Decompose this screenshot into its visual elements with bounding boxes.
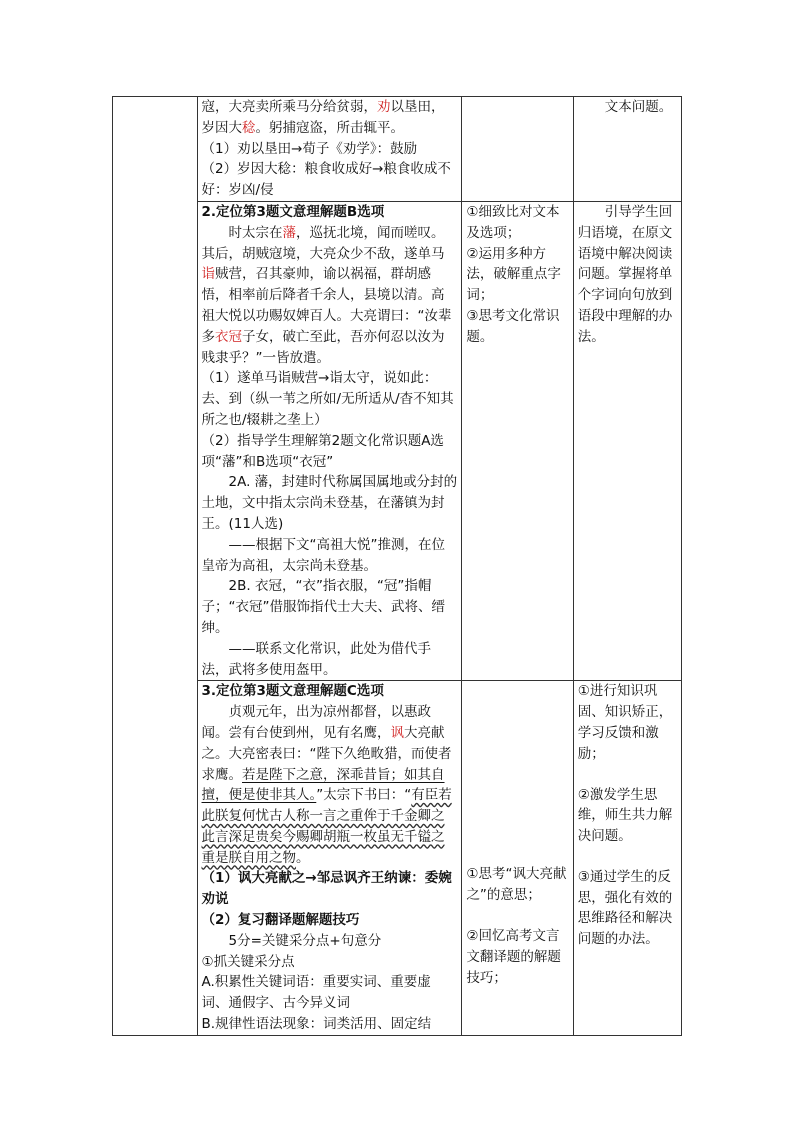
- note-text: ——根据下文“高祖大悦”推测，在位皇帝为高祖，太宗尚未登基。: [201, 536, 446, 574]
- activity-text: ①细致比对文本及选项；: [466, 203, 560, 241]
- note-text: （1）劝以垦田→荀子《劝学》：鼓励: [201, 140, 418, 157]
- activity-text: ③思考文化常识题。: [466, 307, 560, 345]
- red-word: 诣: [201, 266, 216, 283]
- activity-cell: [462, 201, 573, 680]
- content-cell: [197, 201, 462, 680]
- activity-cell: [462, 681, 573, 1036]
- formula-text: 5分=关键采分点+句意分: [228, 932, 382, 949]
- content-cell: [197, 97, 462, 202]
- note-text: （2）复习翻译题解题技巧: [201, 912, 360, 929]
- table-row: [113, 201, 682, 680]
- purpose-text: 引导学生回归语境，在原文语境中解决阅读问题。掌握将单个字词向句放到语段中理解的办法。: [577, 203, 673, 345]
- underlined-sentence: 若是陛下之意，深乖昔旨；如其自擅，便是使非其人。: [201, 766, 445, 804]
- purpose-text: ②激发学生思维，师生共力解决问题。: [577, 786, 673, 845]
- step-text: ①抓关键采分点: [201, 953, 295, 970]
- passage-text: 时太宗在藩，巡抚北境，闻而嗟叹。其后，胡贼寇境，大亮众少不敌，遂单马诣贼营，召其豪帅，谕以祸福，群胡感悟，相率前后降者千余人，县境以清。高祖大悦以功赐奴婢百人。大亮谓曰：“汝辈多衣冠子女，破亡至此，吾亦何忍以汝为贱隶乎？”一皆放遣。: [201, 224, 452, 366]
- red-word: 讽: [390, 724, 405, 741]
- step-text: B.规律性语法现象：词类活用、固定结: [201, 1016, 432, 1033]
- activity-text: ②回忆高考文言文翻译题的解题技巧；: [466, 927, 561, 986]
- table-row: [113, 681, 682, 1036]
- section-heading: 2.定位第3题文意理解题B选项: [201, 203, 385, 220]
- passage-text: 寇，大亮卖所乘马分给贫弱，劝以垦田， 岁因大稔。躬捕寇盗，所击辄平。: [201, 99, 445, 136]
- red-word: 劝: [377, 99, 391, 115]
- activity-text: ①思考“讽大亮献之”的意思；: [466, 866, 567, 904]
- note-text: （2）岁因大稔：粮食收成好→粮食收成不好：岁凶/侵: [201, 161, 451, 199]
- red-word: 衣冠: [215, 328, 243, 345]
- note-text: ——联系文化常识，此处为借代手法，武将多使用盔甲。: [201, 640, 432, 678]
- activity-cell: [462, 97, 573, 202]
- note-text: 2B. 衣冠，“衣”指衣服，“冠”指帽子；“衣冠”借服饰指代士大夫、武将、缙绅。: [201, 578, 446, 636]
- stage-cell: [113, 97, 198, 1036]
- step-text: A.积累性关键词语：重要实词、重要虚词、通假字、古今异义词: [201, 974, 431, 1012]
- purpose-cell: [573, 201, 681, 680]
- purpose-cell: [573, 97, 681, 202]
- purpose-text: ①进行知识巩固、知识矫正，学习反馈和激励；: [577, 683, 673, 762]
- purpose-text: ③通过学生的反思，强化有效的思维路径和解决问题的办法。: [577, 868, 673, 948]
- section-heading: 3.定位第3题文意理解题C选项: [201, 683, 384, 700]
- note-text: （1）讽大亮献之→邹忌讽齐王纳谏：委婉劝说: [201, 870, 452, 908]
- purpose-cell: [573, 681, 681, 1036]
- note-text: （2）指导学生理解第2题文化常识题A选项“藩”和B选项“衣冠”: [201, 432, 444, 470]
- note-text: 2A. 藩，封建时代称属国属地或分封的土地，文中指太宗尚未登基，在藩镇为封王。(11人选): [201, 474, 458, 532]
- content-cell: [197, 681, 462, 1036]
- purpose-text: 文本问题。: [604, 99, 673, 115]
- note-text: （1）遂单马诣贼营→诣太守，说如此：去、到（纵一苇之所如/无所适从/杳不知其所之也/辍耕之垄上）: [201, 370, 454, 428]
- table-row: [113, 97, 682, 202]
- lesson-plan-table: [112, 96, 682, 1036]
- red-word: 藩: [282, 224, 297, 241]
- passage-text: 贞观元年，出为凉州都督，以惠政闻。尝有台使到州，见有名鹰，讽大亮献之。大亮密表曰：“陛下久绝畋猎，而使者求鹰。若是陛下之意，深乖昔旨；如其自擅，便是使非其人。”太宗下书曰：“有臣若此朕复何忧古人称一言之重侔于千金卿之此言深足贵矣今赐卿胡瓶一枚虽无千镒之重是朕自用之物。: [201, 704, 452, 866]
- wavy-underlined-sentence: 有臣若此朕复何忧古人称一言之重侔于千金卿之此言深足贵矣今赐卿胡瓶一枚虽无千镒之重是朕自用之物: [201, 787, 452, 866]
- red-word: 稔: [242, 119, 256, 136]
- activity-text: ②运用多种方法，破解重点字词；: [466, 245, 561, 304]
